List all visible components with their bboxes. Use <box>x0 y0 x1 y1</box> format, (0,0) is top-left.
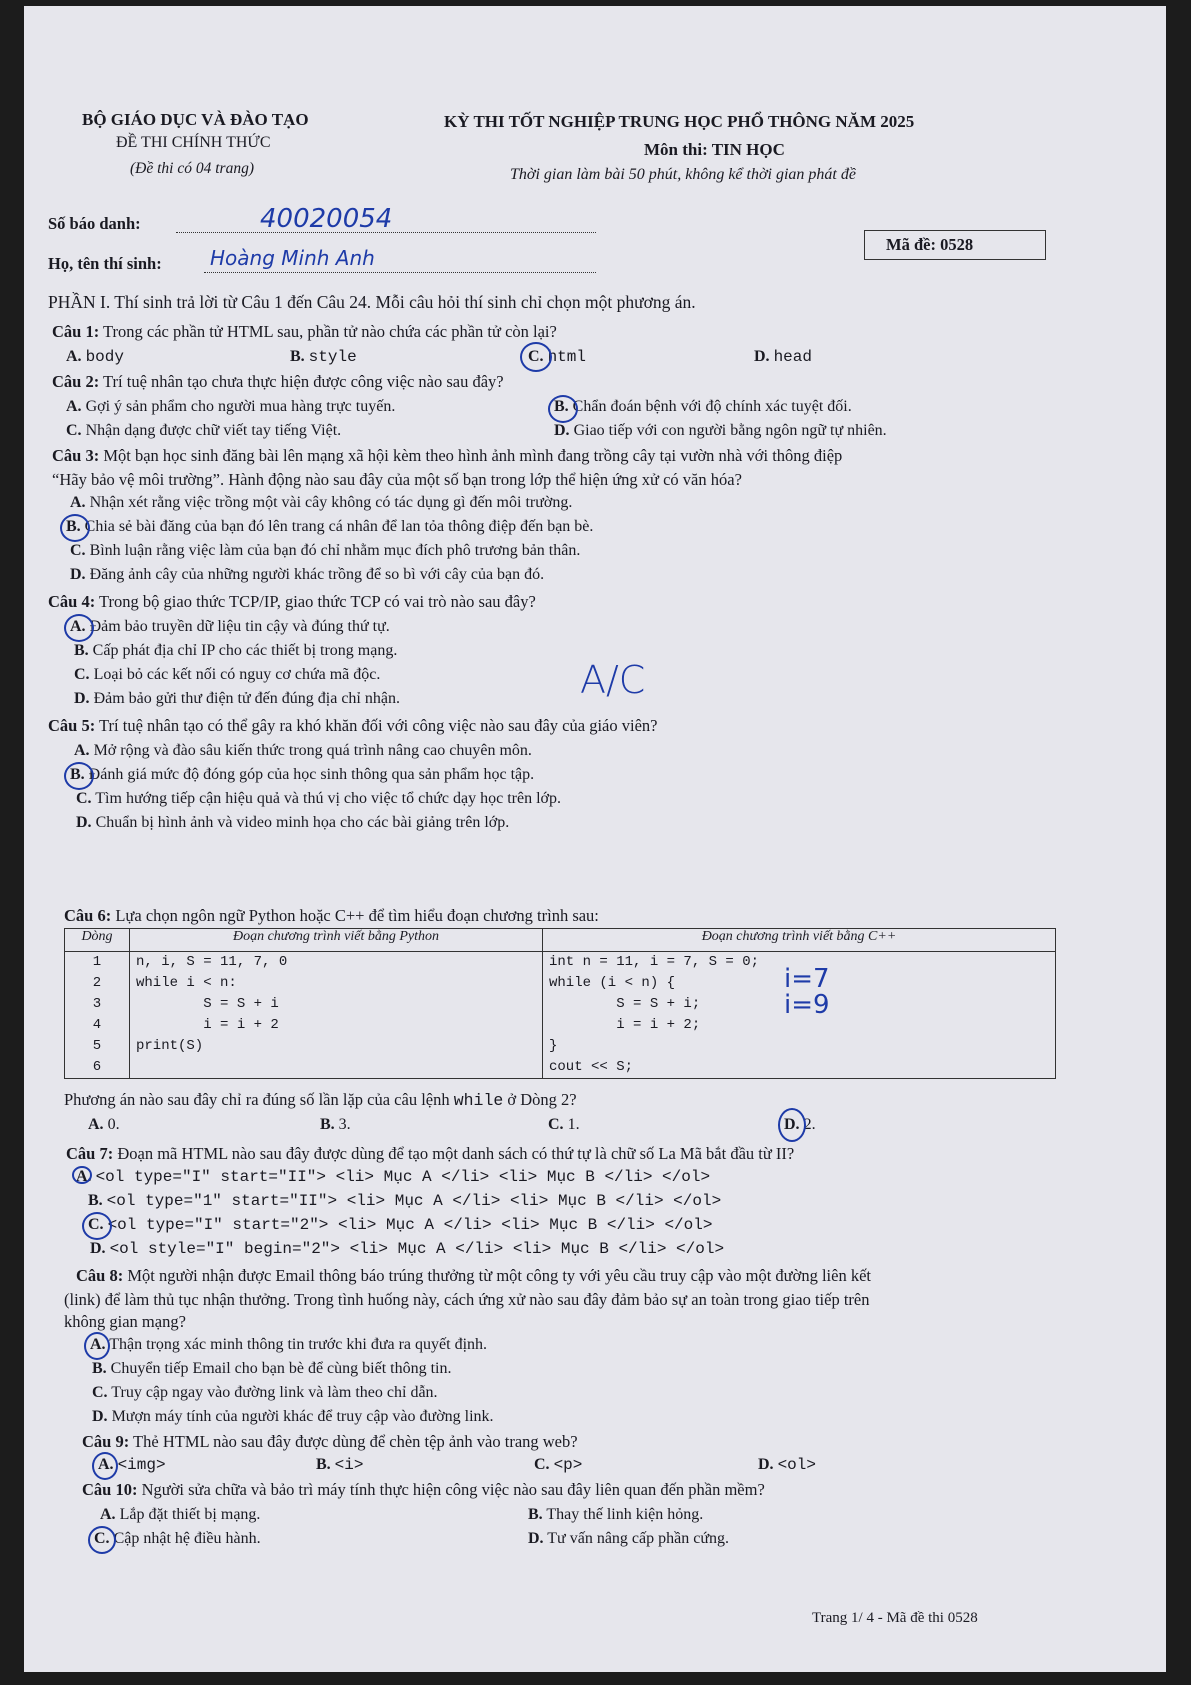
question-8-cont2: không gian mạng? <box>64 1312 186 1331</box>
q4-option-b[interactable]: B. Cấp phát địa chỉ IP cho các thiết bị trong mạng. <box>74 642 398 659</box>
q1-option-d[interactable]: D. head <box>754 348 812 366</box>
q7-answer-mark-a <box>72 1166 92 1184</box>
handwritten-i7: i=7 <box>784 964 830 994</box>
q3-option-c[interactable]: C. Bình luận rằng việc làm của bạn đó chỉ nhằm mục đích phô trương bản thân. <box>70 542 581 559</box>
q3-option-a[interactable]: A. Nhận xét rằng việc trồng một vài cây không có tác dụng gì đến môi trường. <box>70 494 573 511</box>
q7-answer-mark-c <box>82 1212 112 1240</box>
question-8: Câu 8: Một người nhận được Email thông báo trúng thưởng từ một công ty với yêu cầu truy cập vào một đường liên kết <box>76 1266 871 1285</box>
line-numbers: 1 2 3 4 5 6 <box>65 952 130 1079</box>
q4-option-c[interactable]: C. Loại bỏ các kết nối có nguy cơ chứa mã độc. <box>74 666 381 683</box>
q5-option-c[interactable]: C. Tìm hướng tiếp cận hiệu quả và thú vị cho việc tổ chức dạy học trên lớp. <box>76 790 561 807</box>
q3-option-b[interactable]: B. Chia sẻ bài đăng của bạn đó lên trang cá nhân để lan tỏa thông điệp đến bạn bè. <box>66 518 594 535</box>
q9-option-a[interactable]: A. <img> <box>98 1456 166 1474</box>
question-2: Câu 2: Trí tuệ nhân tạo chưa thực hiện được công việc nào sau đây? <box>52 372 504 391</box>
question-6-prompt: Phương án nào sau đây chỉ ra đúng số lần lặp của câu lệnh while ở Dòng 2? <box>64 1090 577 1110</box>
subject: Môn thi: TIN HỌC <box>644 140 785 159</box>
q7-option-d[interactable]: D. <ol style="I" begin="2"> <li> Mục A </li> <li> Mục B </li> </ol> <box>90 1240 725 1258</box>
exam-code: Mã đề: 0528 <box>886 235 974 254</box>
q2-option-d[interactable]: D. Giao tiếp với con người bằng ngôn ngữ tự nhiên. <box>554 422 887 439</box>
q7-option-b[interactable]: B. <ol type="1" start="II"> <li> Mục A </li> <li> Mục B </li> </ol> <box>88 1192 722 1210</box>
q8-option-d[interactable]: D. Mượn máy tính của người khác để truy cập vào đường link. <box>92 1408 494 1425</box>
q10-answer-mark <box>88 1526 116 1554</box>
sbd-label: Số báo danh: <box>48 214 141 233</box>
q8-answer-mark <box>84 1332 110 1360</box>
q10-option-b[interactable]: B. Thay thế linh kiện hỏng. <box>528 1506 704 1523</box>
q6-option-c[interactable]: C. 1. <box>548 1116 580 1133</box>
part1-text: PHẦN I. Thí sinh trả lời từ Câu 1 đến Câu 24. Mỗi câu hỏi thí sinh chỉ chọn một phương án. <box>48 292 696 312</box>
col-cpp-header: Đoạn chương trình viết bằng C++ <box>543 929 1056 952</box>
part1-heading <box>48 292 696 313</box>
q2-answer-mark <box>548 395 578 423</box>
question-9: Câu 9: Thẻ HTML nào sau đây được dùng để chèn tệp ảnh vào trang web? <box>82 1432 578 1451</box>
q8-option-c[interactable]: C. Truy cập ngay vào đường link và làm theo chỉ dẫn. <box>92 1384 438 1401</box>
question-4: Câu 4: Trong bộ giao thức TCP/IP, giao thức TCP có vai trò nào sau đây? <box>48 592 536 611</box>
ministry-title: BỘ GIÁO DỤC VÀ ĐÀO TẠO <box>82 110 309 129</box>
code-table <box>64 928 1056 1079</box>
q10-option-c[interactable]: C. Cập nhật hệ điều hành. <box>94 1530 261 1547</box>
question-3: Câu 3: Một bạn học sinh đăng bài lên mạng xã hội kèm theo hình ảnh mình đang trồng cây tại vườn nhà với thông điệp <box>52 446 843 465</box>
q5-answer-mark <box>64 762 94 790</box>
q3-option-d[interactable]: D. Đăng ảnh cây của những người khác trồng để so bì với cây của bạn đó. <box>70 566 545 583</box>
q1-option-a[interactable]: A. body <box>66 348 124 366</box>
q7-option-c[interactable]: C. <ol type="I" start="2"> <li> Mục A </li> <li> Mục B </li> </ol> <box>88 1216 713 1234</box>
col-python-header: Đoạn chương trình viết bằng Python <box>130 929 543 952</box>
q1-text: Trong các phần tử HTML sau, phần tử nào chứa các phần tử còn lại? <box>103 322 557 341</box>
cpp-code: int n = 11, i = 7, S = 0; while (i < n) { S = S + i; i = i + 2; } cout << S; <box>543 952 1056 1079</box>
page-footer: Trang 1/ 4 - Mã đề thi 0528 <box>812 1610 978 1626</box>
q1-num: Câu 1: <box>52 322 100 341</box>
q4-handwritten-note: A/C <box>580 658 646 702</box>
q4-option-a[interactable]: A. Đảm bảo truyền dữ liệu tin cậy và đúng thứ tự. <box>70 618 390 635</box>
time-note: Thời gian làm bài 50 phút, không kể thời gian phát đề <box>510 166 856 183</box>
name-label: Họ, tên thí sinh: <box>48 254 162 273</box>
q6-option-a[interactable]: A. 0. <box>88 1116 120 1133</box>
question-1 <box>52 322 557 342</box>
exam-title: KỲ THI TỐT NGHIỆP TRUNG HỌC PHỔ THÔNG NĂM 2025 <box>444 112 915 131</box>
q6-answer-mark <box>778 1108 806 1142</box>
official-label: ĐỀ THI CHÍNH THỨC <box>116 134 271 151</box>
q3-answer-mark <box>60 514 90 542</box>
q5-option-a[interactable]: A. Mở rộng và đào sâu kiến thức trong quá trình nâng cao chuyên môn. <box>74 742 532 759</box>
q2-option-b[interactable]: B. Chẩn đoán bệnh với độ chính xác tuyệt đối. <box>554 398 852 415</box>
question-5: Câu 5: Trí tuệ nhân tạo có thể gây ra khó khăn đối với công việc nào sau đây của giáo viên? <box>48 716 658 735</box>
q8-option-b[interactable]: B. Chuyển tiếp Email cho bạn bè để cùng biết thông tin. <box>92 1360 452 1377</box>
q10-option-d[interactable]: D. Tư vấn nâng cấp phần cứng. <box>528 1530 730 1547</box>
question-6: Câu 6: Lựa chọn ngôn ngữ Python hoặc C++ để tìm hiểu đoạn chương trình sau: <box>64 906 599 925</box>
q8-option-a[interactable]: A. Thận trọng xác minh thông tin trước khi đưa ra quyết định. <box>90 1336 488 1353</box>
q4-answer-mark <box>64 614 94 642</box>
name-line <box>204 272 596 273</box>
q9-option-b[interactable]: B. <i> <box>316 1456 364 1474</box>
handwritten-i9: i=9 <box>784 990 830 1020</box>
q10-option-a[interactable]: A. Lắp đặt thiết bị mạng. <box>100 1506 261 1523</box>
q7-option-a[interactable]: A. <ol type="I" start="II"> <li> Mục A </li> <li> Mục B </li> </ol> <box>76 1168 711 1186</box>
q1-option-b[interactable]: B. style <box>290 348 357 366</box>
q9-answer-mark <box>92 1452 118 1480</box>
q1-answer-mark <box>520 342 552 372</box>
python-code: n, i, S = 11, 7, 0 while i < n: S = S + i i = i + 2 print(S) <box>130 952 543 1079</box>
q5-option-b[interactable]: B. Đánh giá mức độ đóng góp của học sinh thông qua sản phẩm học tập. <box>70 766 535 783</box>
q6-option-b[interactable]: B. 3. <box>320 1116 351 1133</box>
question-10: Câu 10: Người sửa chữa và bảo trì máy tính thực hiện công việc nào sau đây liên quan đến phần mềm? <box>82 1480 765 1499</box>
q4-option-d[interactable]: D. Đảm bảo gửi thư điện tử đến đúng địa chỉ nhận. <box>74 690 400 707</box>
q2-option-c[interactable]: C. Nhận dạng được chữ viết tay tiếng Việt. <box>66 422 342 439</box>
q6-option-d[interactable]: D. 2. <box>784 1116 816 1133</box>
question-8-cont: (link) để làm thủ tục nhận thưởng. Trong tình huống này, cách ứng xử nào sau đây đảm bảo sự an toàn trong giao tiếp trên <box>64 1290 870 1309</box>
q5-option-d[interactable]: D. Chuẩn bị hình ảnh và video minh họa cho các bài giảng trên lớp. <box>76 814 510 831</box>
q1-option-c[interactable]: C. html <box>528 348 586 366</box>
col-line-header: Dòng <box>65 929 130 952</box>
exam-sheet <box>24 6 1166 1672</box>
q9-option-d[interactable]: D. <ol> <box>758 1456 816 1474</box>
name-handwritten: Hoàng Minh Anh <box>210 246 375 270</box>
question-7: Câu 7: Đoạn mã HTML nào sau đây được dùng để tạo một danh sách có thứ tự là chữ số La Mã bắt đầu từ II? <box>66 1144 795 1163</box>
q2-option-a[interactable]: A. Gợi ý sản phẩm cho người mua hàng trực tuyến. <box>66 398 396 415</box>
pages-note: (Đề thi có 04 trang) <box>130 160 254 177</box>
q9-option-c[interactable]: C. <p> <box>534 1456 583 1474</box>
question-3-cont: “Hãy bảo vệ môi trường”. Hành động nào sau đây của một số bạn trong lớp thể hiện ứng xử có văn hóa? <box>52 470 742 489</box>
sbd-handwritten: 40020054 <box>260 204 393 234</box>
